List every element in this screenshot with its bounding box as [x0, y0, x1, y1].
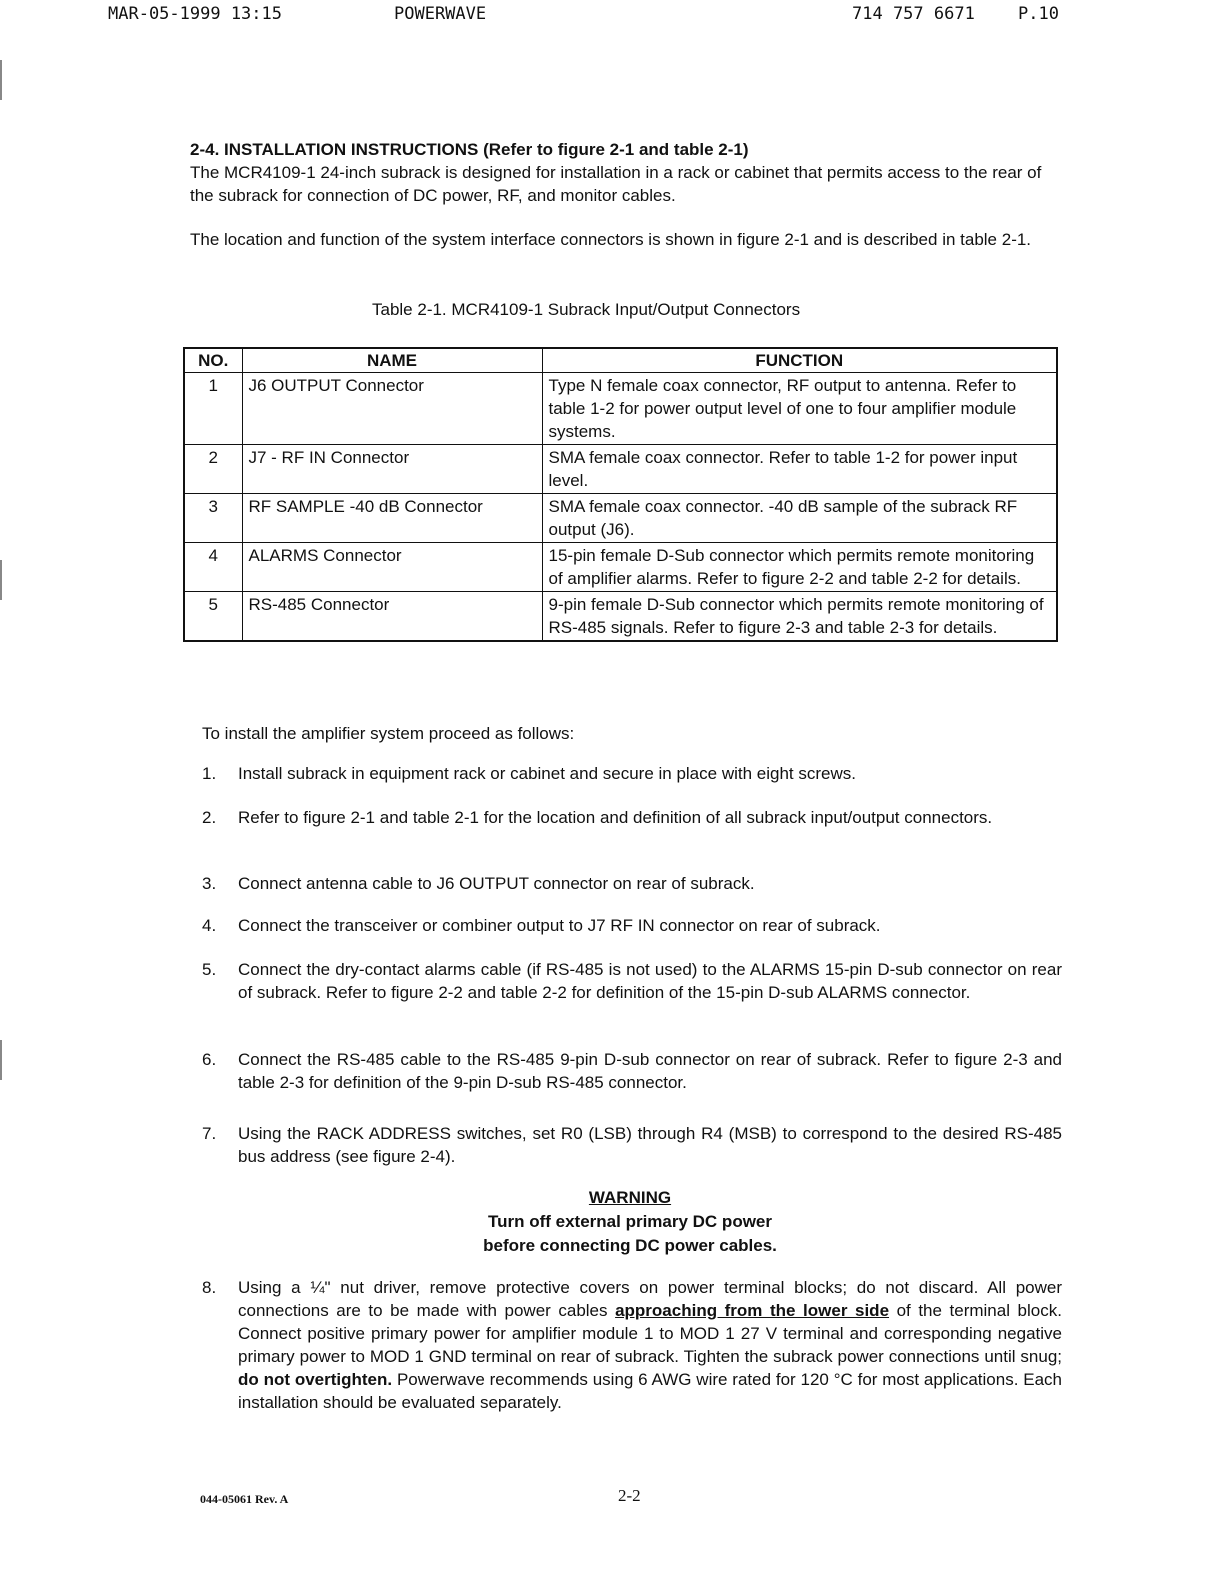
procedure-step	[202, 1122, 1062, 1168]
table-caption: Table 2-1. MCR4109-1 Subrack Input/Output Connectors	[372, 300, 801, 319]
row-name: ALARMS Connector	[242, 543, 542, 592]
row-name: RS-485 Connector	[242, 592, 542, 642]
fax-company: POWERWAVE	[394, 4, 487, 24]
step-text: Connect the RS-485 cable to the RS-485 9-pin D-sub connector on rear of subrack. Refer to figure 2-3 and table 2-3 for definition of the 9-pin D-sub RS-485 connector.	[238, 1050, 1062, 1092]
procedure-step	[202, 762, 1062, 785]
procedure-step	[202, 958, 1062, 1004]
step-number: 7.	[202, 1124, 217, 1143]
table-row	[184, 592, 1057, 642]
row-number: 2	[184, 445, 242, 494]
step8-text-part1: Using a ¼" nut driver, remove protective covers on power terminal blocks; do not discard. All power connections are to be made with power cables	[238, 1278, 1062, 1320]
column-header-function: FUNCTION	[542, 348, 1057, 373]
step-text: Using the RACK ADDRESS switches, set R0 (LSB) through R4 (MSB) to correspond to the desired RS-485 bus address (see figure 2-4).	[238, 1124, 1062, 1166]
warning-line-1: Turn off external primary DC power	[487, 1212, 772, 1231]
step-text: Install subrack in equipment rack or cabinet and secure in place with eight screws.	[238, 764, 856, 783]
section-intro	[190, 138, 1060, 207]
fax-header	[0, 4, 1220, 28]
table-row	[184, 543, 1057, 592]
step-number: 6.	[202, 1050, 217, 1069]
table-header-row	[184, 348, 1057, 373]
footer-page-number: 2-2	[618, 1486, 641, 1505]
step8-emphasis-overtighten: do not overtighten.	[238, 1370, 393, 1389]
procedure-step	[202, 872, 1062, 895]
row-name: J6 OUTPUT Connector	[242, 373, 542, 445]
step-number: 3.	[202, 874, 217, 893]
column-header-name: NAME	[242, 348, 542, 373]
row-number: 4	[184, 543, 242, 592]
step-number: 5.	[202, 960, 217, 979]
step8-text-part2: of the terminal block. Connect positive primary power for amplifier module 1 to MOD 1 27 V terminal and corresponding negative primary power to MOD 1 GND terminal on rear of subrack. Tighten the subrack power connections until snug;	[238, 1301, 1062, 1366]
step-text	[238, 1276, 1062, 1414]
connectors-table	[183, 347, 1058, 642]
step-text: Connect antenna cable to J6 OUTPUT connector on rear of subrack.	[238, 874, 755, 893]
step-text: Refer to figure 2-1 and table 2-1 for the location and definition of all subrack input/output connectors.	[238, 808, 993, 827]
procedure-step	[202, 806, 1062, 829]
scan-edge-mark	[0, 1040, 2, 1080]
warning-block	[380, 1186, 880, 1258]
step-number: 2.	[202, 808, 217, 827]
scan-edge-mark	[0, 60, 2, 100]
step8-emphasis-lower-side: approaching from the lower side	[615, 1301, 890, 1320]
row-number: 3	[184, 494, 242, 543]
section-heading-title: 2-4. INSTALLATION INSTRUCTIONS	[190, 140, 479, 159]
row-name: J7 - RF IN Connector	[242, 445, 542, 494]
warning-title: WARNING	[588, 1188, 672, 1207]
column-header-no: NO.	[184, 348, 242, 373]
step-text: Connect the dry-contact alarms cable (if RS-485 is not used) to the ALARMS 15-pin D-sub connector on rear of subrack. Refer to figure 2-2 and table 2-2 for definition of the 15-pin D-sub ALARMS connector.	[238, 960, 1062, 1002]
footer-doc-number: 044-05061 Rev. A	[200, 1492, 289, 1506]
section-paragraph-2-block	[190, 228, 1060, 251]
step-number: 8.	[202, 1278, 217, 1297]
procedure-step	[202, 1276, 1062, 1414]
step-number: 1.	[202, 764, 217, 783]
warning-line-2: before connecting DC power cables.	[483, 1236, 777, 1255]
procedure-intro: To install the amplifier system proceed as follows:	[202, 724, 575, 743]
table-row	[184, 494, 1057, 543]
row-number: 5	[184, 592, 242, 642]
row-function: Type N female coax connector, RF output to antenna. Refer to table 1-2 for power output level of one to four amplifier module systems.	[542, 373, 1057, 445]
fax-date-time: MAR-05-1999 13:15	[108, 4, 282, 24]
row-number: 1	[184, 373, 242, 445]
fax-page: P.10	[1018, 4, 1059, 24]
fax-phone: 714 757 6671	[852, 4, 975, 24]
row-name: RF SAMPLE -40 dB Connector	[242, 494, 542, 543]
step-number: 4.	[202, 916, 217, 935]
section-paragraph-1: The MCR4109-1 24-inch subrack is designed for installation in a rack or cabinet that permits access to the rear of the subrack for connection of DC power, RF, and monitor cables.	[190, 163, 1042, 205]
section-paragraph-2: The location and function of the system interface connectors is shown in figure 2-1 and is described in table 2-1.	[190, 230, 1032, 249]
section-heading	[190, 138, 1060, 161]
step8-text-part3: Powerwave recommends using 6 AWG wire rated for 120 °C for most applications. Each installation should be evaluated separately.	[238, 1370, 1062, 1412]
section-heading-ref: (Refer to figure 2-1 and table 2-1)	[483, 140, 749, 159]
scan-edge-mark	[0, 560, 2, 600]
procedure-step	[202, 914, 1062, 937]
row-function: 15-pin female D-Sub connector which permits remote monitoring of amplifier alarms. Refer to figure 2-2 and table 2-2 for details.	[542, 543, 1057, 592]
step-text: Connect the transceiver or combiner output to J7 RF IN connector on rear of subrack.	[238, 916, 881, 935]
row-function: SMA female coax connector. Refer to table 1-2 for power input level.	[542, 445, 1057, 494]
table-row	[184, 373, 1057, 445]
table-row	[184, 445, 1057, 494]
row-function: SMA female coax connector. -40 dB sample of the subrack RF output (J6).	[542, 494, 1057, 543]
procedure-step	[202, 1048, 1062, 1094]
row-function: 9-pin female D-Sub connector which permits remote monitoring of RS-485 signals. Refer to figure 2-3 and table 2-3 for details.	[542, 592, 1057, 642]
